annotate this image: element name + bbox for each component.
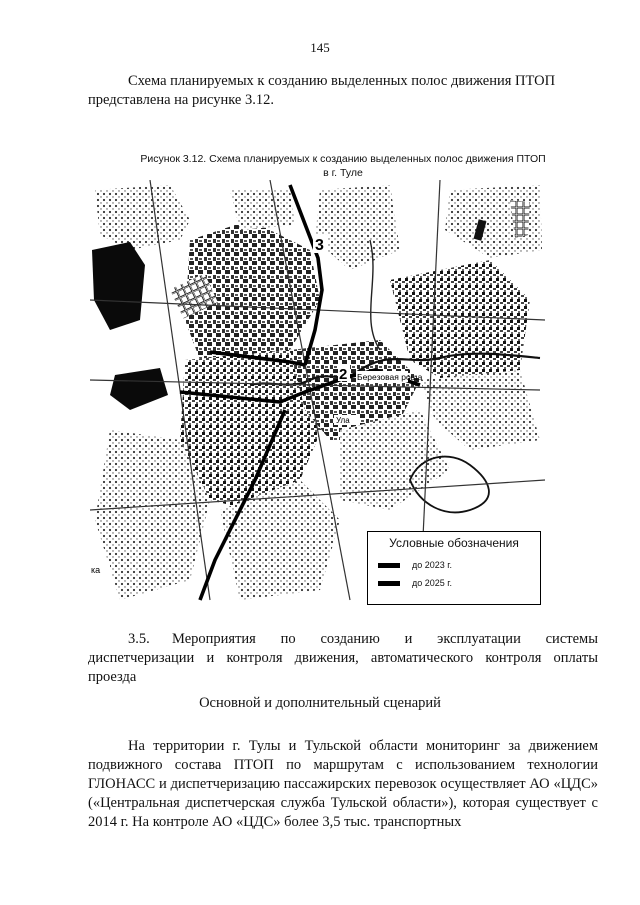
heading-word: и [206, 650, 215, 666]
heading-word: по [280, 631, 296, 647]
berezovaya-roshcha-label: Березовая роща [357, 372, 423, 382]
subheading: Основной и дополнительный сценарий [199, 695, 441, 711]
body-paragraph: На территории г. Тулы и Тульской области мониторинг за движением подвижного состава ПТОП по маршрутам с использованием технологии ГЛОНАСС и диспетчеризацию пассажирских перевозок осуществляет АО «ЦДС» («Центральная диспетчерская служба Тульской области»), которая существует с 2014 г. На контроле АО «ЦДС» более 3,5 тыс. транспортных [88, 738, 598, 830]
legend-label-2023: до 2023 г. [412, 560, 452, 570]
section-heading-line1 [172, 630, 598, 649]
figure-caption-line1: Рисунок 3.12. Схема планируемых к созданию выделенных полос движения ПТОП [140, 153, 546, 165]
legend-line-swatch [378, 581, 400, 586]
heading-word: оплаты [553, 650, 598, 666]
heading-word: Мероприятия [172, 631, 256, 647]
page-number: 145 [310, 40, 330, 55]
legend-item-2025 [378, 578, 452, 588]
map-legend [367, 531, 541, 605]
street-label: Ула [336, 416, 350, 425]
heading-word: системы [545, 631, 598, 647]
figure-caption [88, 152, 598, 180]
heading-word: эксплуатации [437, 631, 521, 647]
dark-patch [110, 368, 168, 410]
section-number: 3.5. [128, 631, 150, 647]
intro-paragraph: Схема планируемых к созданию выделенных полос движения ПТОП представлена на рисунке 3.12. [88, 73, 556, 108]
edge-label: ка [91, 565, 101, 575]
figure-caption-line2: в г. Туле [323, 167, 363, 179]
route-3-label: 3 [315, 237, 324, 254]
heading-word: автоматического [370, 650, 474, 666]
heading-word: движения, [294, 650, 359, 666]
heading-word: диспетчеризации [88, 650, 195, 666]
section-heading-line3: проезда [88, 669, 137, 685]
dark-forest-area [92, 242, 145, 330]
heading-word: созданию [320, 631, 380, 647]
legend-item-2023 [378, 560, 452, 570]
heading-word: контроля [226, 650, 283, 666]
legend-label-2025: до 2025 г. [412, 578, 452, 588]
legend-title: Условные обозначения [389, 536, 519, 550]
heading-word: контроля [485, 650, 542, 666]
route-2-label: 2 [339, 366, 348, 383]
heading-word: и [404, 631, 413, 647]
legend-line-swatch [378, 563, 400, 568]
section-heading-line2 [88, 649, 598, 668]
